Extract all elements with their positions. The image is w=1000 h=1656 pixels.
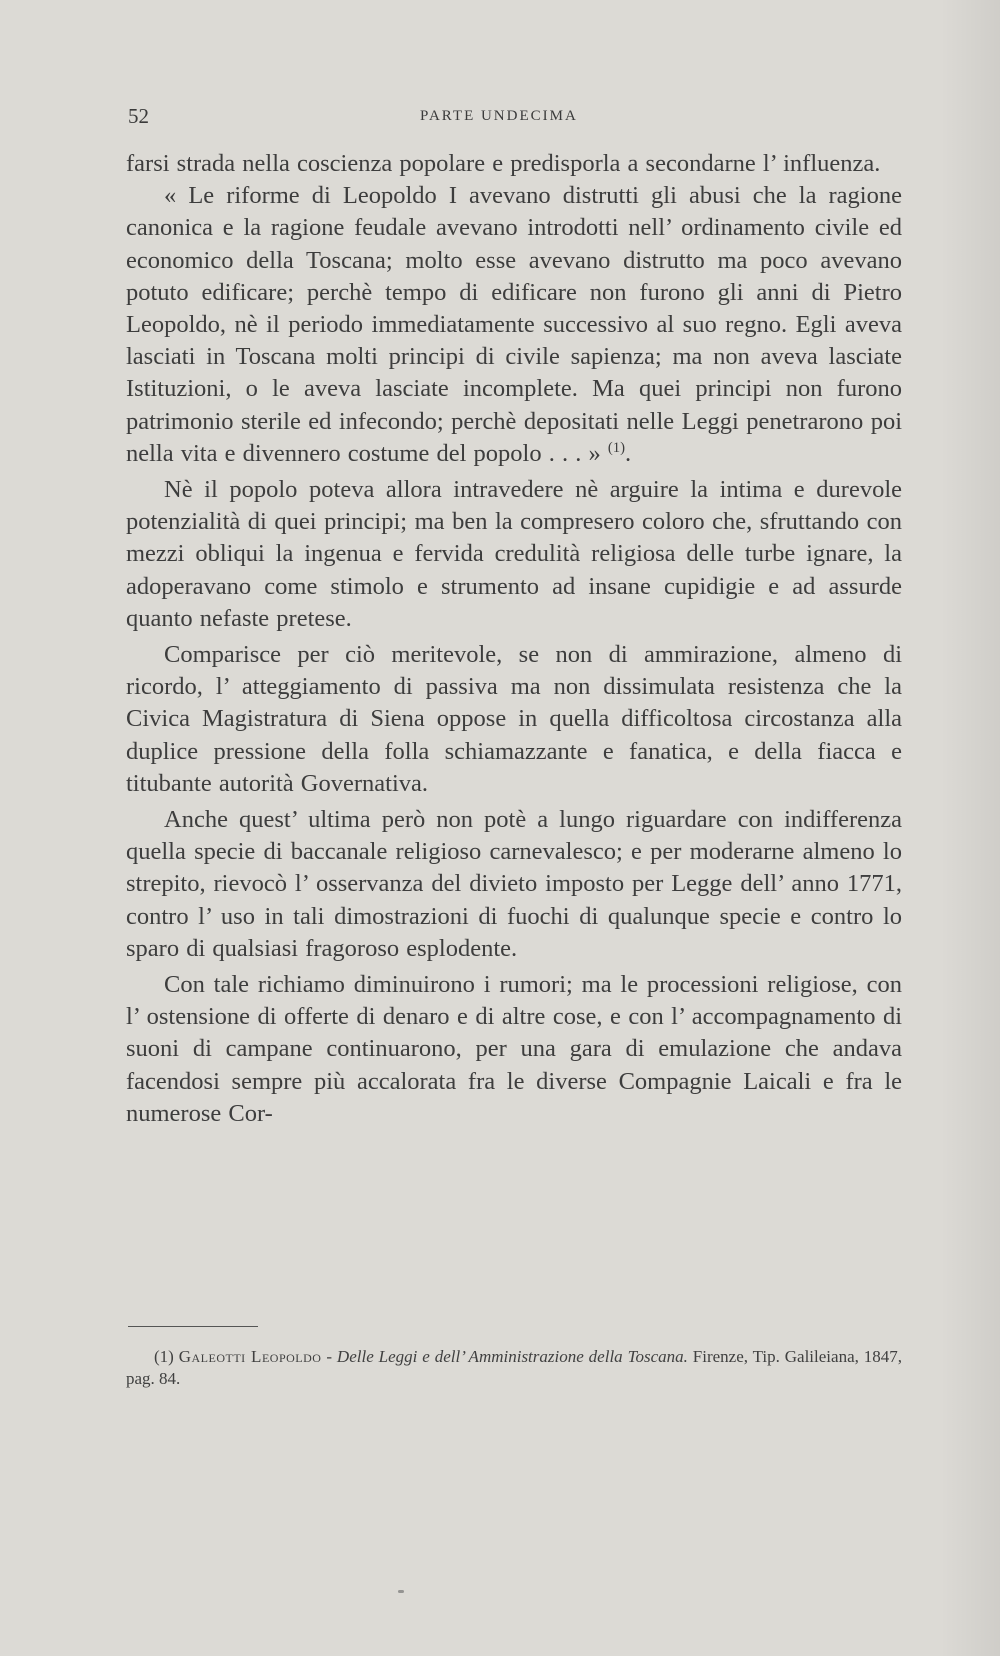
footnote-separator: - [321,1347,337,1366]
paragraph-5-text: Anche quest’ ultima però non potè a lungo riguardare con indifferenza quella specie di baccanale religioso carnevalesco; e per moderarne almeno lo strepito, rievocò l’ osservanza del divieto imposto per Legge dell’ anno 1771, contro l’ uso in tali dimostrazioni di fuochi di qualunque specie e contro lo sparo di qualsiasi fragoroso esplodente. [126,806,902,962]
paragraph-3-text: Nè il popolo poteva allora intravedere nè arguire la intima e durevole potenzialità di quei principi; ma ben la compresero coloro che, sfruttando con mezzi obliqui la ingenua e fervida credulità religiosa delle turbe ignare, la adoperavano come stimolo e strumento ad insane cupidigie e ad assurde quanto nefaste pretese. [126,476,902,632]
paragraph-6 [126,969,902,1130]
footnote-reference[interactable]: (1) [607,439,625,456]
paragraph-1-text: farsi strada nella coscienza popolare e predisporla a secondarne l’ influenza. [126,150,881,177]
page-edge-shadow [940,0,1000,1656]
paragraph-3 [126,474,902,635]
footnote-marker: (1) [154,1347,174,1366]
footnote-text [126,1346,902,1390]
paragraph-1 [126,148,902,180]
paragraph-2-text: « Le riforme di Leopoldo I avevano distrutti gli abusi che la ragione canonica e la ragione feudale avevano introdotti nell’ ordinamento civile ed economico della Toscana; molto esse avevano distrutto ma poco avevano potuto edificare; perchè tempo di edificare non furono gli anni di Pietro Leopoldo, nè il periodo immediatamente successivo al suo regno. Egli aveva lasciati in Toscana molti principi di civile sapienza; ma non aveva lasciate Istituzioni, o le aveva lasciate incomplete. Ma quei principi non furono patrimonio sterile ed infecondo; perchè depositati nelle Leggi penetrarono poi nella vita e divennero costume del popolo . . . » [126,182,902,467]
footnote-author: Galeotti Leopoldo [178,1347,322,1366]
footnote-title: Delle Leggi e dell’ Amministrazione della Toscana. [336,1347,688,1366]
footnote-publication: Firenze, Tip. Galileiana, 1847, pag. 84. [126,1347,903,1388]
paragraph-2-quote [126,180,902,470]
running-header [128,104,908,132]
scan-speck [398,1590,404,1593]
paragraph-2-end: . [624,439,632,467]
running-title: PARTE UNDECIMA [420,108,578,124]
footnote [126,1346,902,1390]
paragraph-4 [126,639,902,800]
paragraph-4-text: Comparisce per ciò meritevole, se non di ammirazione, almeno di ricordo, l’ atteggiamento di passiva ma non dissimulata resistenza che la Civica Magistratura di Siena oppose in quella difficoltosa circostanza alla duplice pressione della folla schiamazzante e fanatica, e della fiacca e titubante autorità Governativa. [126,641,902,797]
paragraph-5 [126,804,902,965]
footnote-divider [128,1326,258,1327]
body-text [126,148,902,1130]
page-number: 52 [128,104,149,128]
paragraph-6-text: Con tale richiamo diminuirono i rumori; ma le processioni religiose, con l’ ostensione di offerte di denaro e di altre cose, e con l’ accompagnamento di suoni di campane continuarono, per una gara di emulazione che andava facendosi sempre più accalorata fra le diverse Compagnie Laicali e fra le numerose Cor- [126,971,902,1127]
